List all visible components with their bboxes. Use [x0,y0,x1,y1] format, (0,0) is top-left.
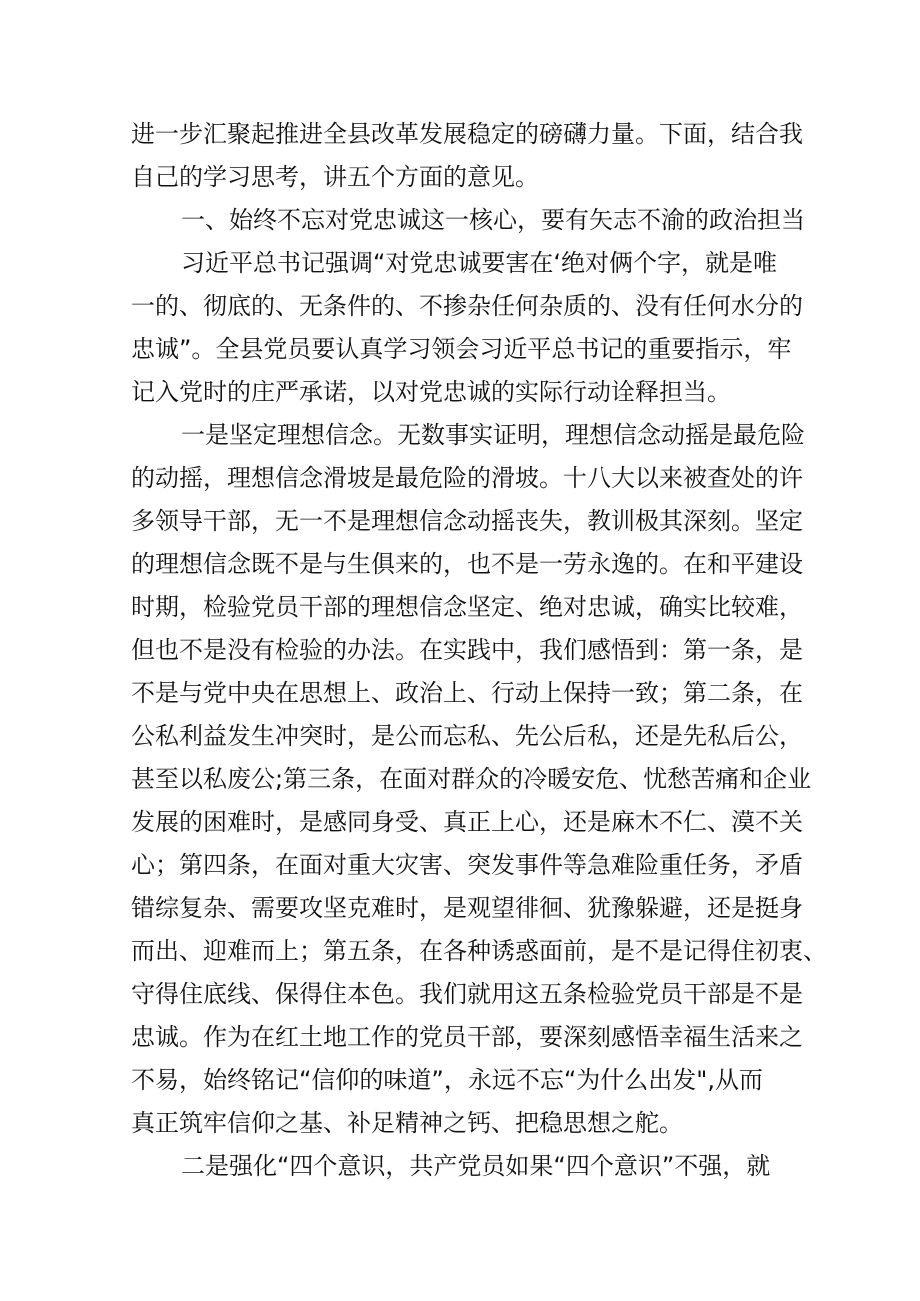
text-line: 时期，检验党员干部的理想信念坚定、绝对忠诚，确实比较难， [131,593,803,621]
text-line: 忠诚。作为在红土地工作的党员干部，要深刻感悟幸福生活来之 [131,1023,803,1051]
text-line: 真正筑牢信仰之基、补足精神之钙、把稳思想之舵。 [131,1109,683,1137]
text-line: 进一步汇聚起推进全县改革发展稳定的磅礴力量。下面，结合我 [131,120,803,148]
text-line: 的动摇，理想信念滑坡是最危险的滑坡。十八大以来被查处的许 [131,464,803,492]
text-line: 但也不是没有检验的办法。在实践中，我们感悟到：第一条，是 [131,636,803,664]
text-line: 自己的学习思考，讲五个方面的意见。 [131,163,539,191]
text-line: 错综复杂、需要攻坚克难时，是观望徘徊、犹豫躲避，还是挺身 [131,894,803,922]
text-line: 二是强化“四个意识，共产党员如果“四个意识”不强，就 [181,1152,771,1180]
text-line: 公私利益发生冲突时，是公而忘私、先公后私，还是先私后公， [131,722,803,750]
text-line: 记入党时的庄严承诺，以对党忠诚的实际行动诠释担当。 [131,378,731,406]
text-line: 守得住底线、保得住本色。我们就用这五条检验党员干部是不是 [131,980,803,1008]
text-line: 发展的困难时，是感同身受、真正上心，还是麻木不仁、漠不关 [131,808,803,836]
text-line: 多领导干部，无一不是理想信念动摇丧失，教训极其深刻。坚定 [131,507,803,535]
text-line: 习近平总书记强调“对党忠诚要害在‘绝对俩个字，就是唯 [181,249,778,277]
text-line: 忠诚”。全县党员要认真学习领会习近平总书记的重要指示，牢 [131,335,792,363]
text-line: 心；第四条，在面对重大灾害、突发事件等急难险重任务，矛盾 [131,851,803,879]
text-line: 不易，始终铭记“信仰的味道”，永远不忘“为什么出发",从而 [131,1066,763,1094]
text-line: 一是坚定理想信念。无数事实证明，理想信念动摇是最危险 [181,421,805,449]
text-line: 的理想信念既不是与生俱来的，也不是一劳永逸的。在和平建设 [131,550,803,578]
text-line: 一、始终不忘对党忠诚这一核心，要有矢志不渝的政治担当 [181,206,805,234]
text-line: 一的、彻底的、无条件的、不掺杂任何杂质的、没有任何水分的 [131,292,803,320]
document-body [131,113,827,1188]
text-line: 而出、迎难而上；第五条，在各种诱惑面前，是不是记得住初衷、 [131,937,827,965]
text-line: 甚至以私废公;第三条，在面对群众的冷暖安危、忧愁苦痛和企业 [131,765,812,793]
text-line: 不是与党中央在思想上、政治上、行动上保持一致；第二条，在 [131,679,803,707]
